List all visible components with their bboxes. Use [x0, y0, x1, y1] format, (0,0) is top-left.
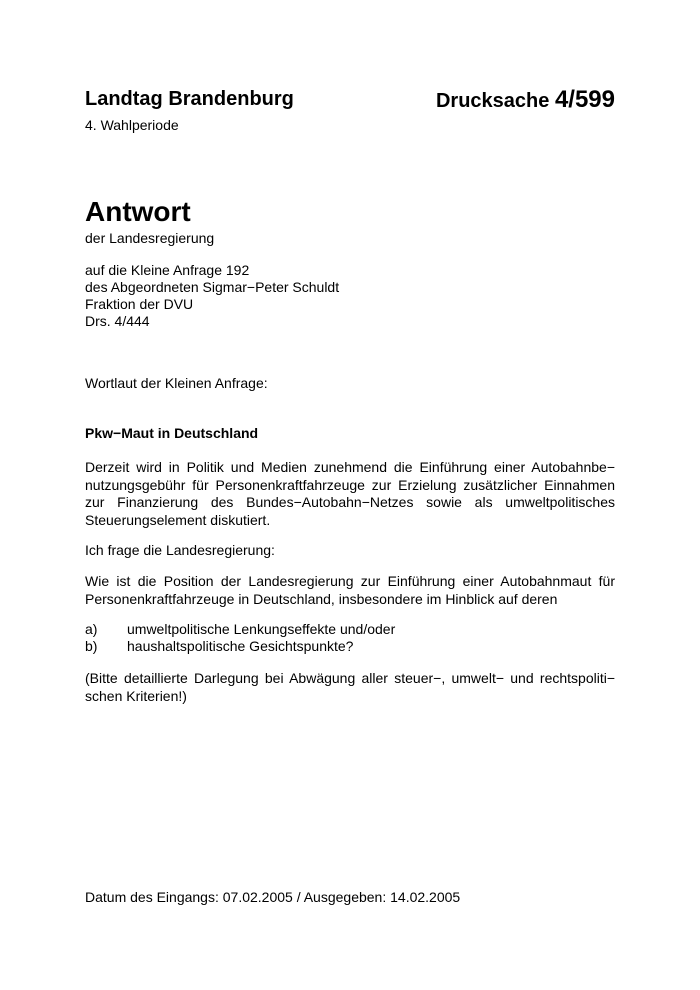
paragraph-2: Ich frage die Landesregierung: — [85, 542, 275, 558]
list-item-label: a) — [85, 621, 98, 637]
list-item — [85, 638, 353, 654]
list-item-text: haushaltspolitische Gesichtspunkte? — [127, 638, 354, 654]
list-item — [85, 621, 395, 637]
paragraph-1: Derzeit wird in Politik und Medien zunehmend die Einführung einer Autobahnbe− nutzungsgebühr für Personenkraftfahrzeuge zur Erzielung zusätzlicher Einnahmen zur Finanzierung des Bundes−Autobahn−Netzes sowie als umweltpolitisches Steuerungselement diskutiert. — [85, 459, 615, 528]
reference-line-4: Drs. 4/444 — [85, 313, 150, 329]
legislative-period: 4. Wahlperiode — [85, 117, 179, 133]
document-title: Antwort — [85, 196, 191, 227]
date-footer: Datum des Eingangs: 07.02.2005 / Ausgegeben: 14.02.2005 — [85, 889, 461, 905]
paragraph-3: Wie ist die Position der Landesregierung zur Einführung einer Autobahnmaut für Personenkraftfahrzeuge in Deutschland, insbesondere im Hinblick auf deren — [85, 573, 615, 607]
drucksache-number: 4/599 — [554, 86, 615, 113]
drucksache-text: Drucksache — [435, 90, 550, 112]
list-item-text: umweltpolitische Lenkungseffekte und/oder — [127, 621, 396, 637]
reference-line-1: auf die Kleine Anfrage 192 — [85, 262, 250, 278]
intro-text: Wortlaut der Kleinen Anfrage: — [85, 375, 268, 391]
reference-line-3: Fraktion der DVU — [85, 296, 194, 312]
drucksache-label — [436, 86, 615, 114]
document-subtitle: der Landesregierung — [85, 230, 215, 246]
reference-line-2: des Abgeordneten Sigmar−Peter Schuldt — [85, 279, 340, 295]
institution-title: Landtag Brandenburg — [85, 88, 294, 110]
list-item-label: b) — [85, 638, 98, 654]
paragraph-4: (Bitte detaillierte Darlegung bei Abwägung aller steuer−, umwelt− und rechtspoliti− schen Kriterien!) — [85, 670, 615, 704]
subject-heading: Pkw−Maut in Deutschland — [85, 425, 259, 441]
